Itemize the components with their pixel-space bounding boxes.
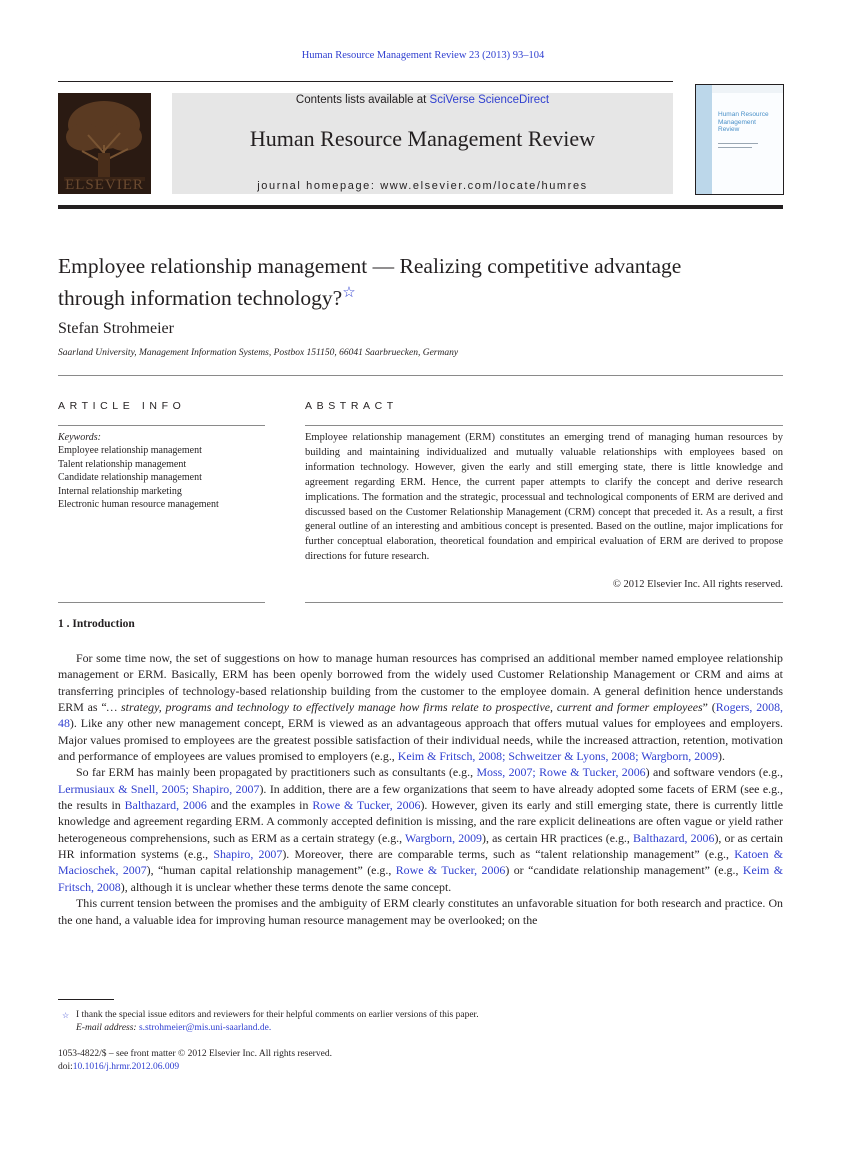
article-info-rule [58, 425, 265, 426]
text-run: ), “human capital relationship management” (e.g., [146, 863, 396, 878]
journal-cover-thumbnail [695, 84, 784, 195]
text-run: ). However, given its early and still emerging state, there is currently little knowledge and agreement regarding ERM. A commonly accepted definition is missing, and the rare explicit delineations are often vague or yield rather heterogeneous comprehensions, such as ERM as a certain strategy (e.g., [58, 798, 783, 845]
text-run: ). In addition, there are a few organizations that seem to have already adopted some facets of ERM (see e.g., the results in [58, 781, 783, 813]
abstract-text: Employee relationship management (ERM) constitutes an emerging trend of managing human resources by building and maintaining individualized and mutually valuable relationships with employees based on information technology. However, given the early and still emerging state, there is little knowledge and agreement regarding ERM. Hence, the current paper attempts to clarify the concept and derive research implications. The formation and the strategic, processual and technological components of ERM are derived and discussed based on the Customer Relationship Management (CRM) concept that preceded it. As a result, a first general outline of an interesting and ambitious concept is presented. Based on the outline, major implications for further conceptual elaboration, theoretical foundation and empirical evaluation of ERM are derived to propose directions for future research. [305, 432, 783, 563]
keyword-item: Talent relationship management [58, 458, 187, 470]
footnote-text: I thank the special issue editors and reviewers for their helpful comments on earlier versions of this paper. [76, 1010, 479, 1020]
front-matter [58, 1048, 332, 1074]
article-info-heading: ARTICLE INFO [58, 400, 186, 412]
abstract-heading: ABSTRACT [305, 400, 398, 412]
citation-link[interactable]: Keim & Fritsch, 2008 [58, 863, 783, 894]
text-run: ). [718, 749, 725, 764]
citation-link[interactable]: Rowe & Tucker, 2006 [395, 863, 506, 878]
citation-link[interactable]: Katoen & Macioschek, 2007 [58, 847, 784, 878]
text-run: ) and software vendors (e.g., [645, 765, 783, 780]
text-run: ) or “candidate relationship management” (e.g., [505, 863, 743, 878]
paragraph: This current tension between the promises and the ambiguity of ERM clearly constitutes an unfavorable situation for both research and practice. On the one hand, a valuable idea for improving human resource management may be overlooked; on the [58, 896, 783, 927]
doi-label: doi: [58, 1062, 73, 1072]
keyword-item: Internal relationship marketing [58, 485, 182, 497]
text-run: ), or as certain HR information systems (e.g., [58, 830, 784, 862]
elsevier-logo [58, 93, 151, 194]
text-run: and the examples in [206, 798, 313, 813]
citation-link[interactable]: Keim & Fritsch, 2008; Schweitzer & Lyons, 2008; Wargborn, 2009 [397, 749, 719, 764]
journal-reference[interactable]: Human Resource Management Review 23 (2013) 93–104 [301, 50, 545, 61]
paragraph [58, 764, 783, 895]
text-run: So far ERM has mainly been propagated by practitioners such as consultants (e.g., [76, 765, 477, 780]
contents-prefix: Contents lists available at [295, 94, 430, 106]
article-title [58, 253, 783, 312]
abstract-copyright: © 2012 Elsevier Inc. All rights reserved. [612, 579, 783, 590]
title-line-2 [58, 280, 783, 312]
footnote [58, 1009, 783, 1035]
text-run: For some time now, the set of suggestions on how to manage human resources has comprised an additional member named employee relationship management or ERM. Basically, ERM has been openly borrowed from the widely used Customer Relationship Management or CRM and aims at transferring principles of technology-based relationship building from the customer to the employee domain. A general definition hence understands ERM as “ [58, 651, 783, 715]
cover-text-lines [718, 143, 758, 144]
text-run: ). Moreover, there are comparable terms, such as “talent relationship management” (e.g., [282, 847, 735, 862]
author-affiliation: Saarland University, Management Information Systems, Postbox 151150, 66041 Saarbruecken, Germany [58, 348, 459, 358]
citation-link[interactable]: Shapiro, 2007 [213, 847, 283, 862]
homepage-prefix: journal homepage: [257, 180, 381, 192]
email-link[interactable]: s.strohmeier@mis.uni-saarland.de. [138, 1023, 272, 1033]
section-heading-introduction: 1 . Introduction [58, 618, 135, 630]
paragraph [58, 650, 783, 764]
doi-link[interactable]: 10.1016/j.hrmr.2012.06.009 [72, 1062, 180, 1072]
cover-top-strip [712, 85, 783, 93]
footnote-rule [58, 999, 114, 1000]
abstract-rule [305, 425, 783, 426]
citation-link[interactable]: Rowe & Tucker, 2006 [312, 798, 421, 813]
elsevier-wordmark: ELSEVIER [65, 177, 144, 193]
footnote-email [58, 1022, 783, 1035]
citation-link[interactable]: Rogers, 2008, 48 [58, 700, 783, 731]
citation-link[interactable]: Balthazard, 2006 [633, 830, 715, 845]
keyword-item: Employee relationship management [58, 445, 202, 457]
text-run: ), although it is unclear whether these terms denote the same concept. [120, 879, 452, 894]
email-label: E-mail address: [76, 1023, 137, 1033]
text-run: ” ( [702, 700, 716, 715]
title-line-2-text: through information technology? [58, 286, 343, 311]
citation-link[interactable]: Wargborn, 2009 [405, 830, 482, 845]
keywords-block [58, 431, 219, 511]
cover-title: Human Resource Management Review [718, 111, 769, 133]
text-run: ), as certain HR practices (e.g., [482, 830, 634, 845]
title-footnote-star-icon[interactable]: ☆ [342, 285, 356, 301]
cover-text-lines-2 [718, 147, 752, 148]
keyword-item: Electronic human resource management [58, 499, 219, 511]
author-name: Stefan Strohmeier [58, 320, 174, 337]
title-line-1: Employee relationship management — Realizing competitive advantage [58, 254, 682, 278]
doi-line [58, 1061, 332, 1074]
journal-title: Human Resource Management Review [249, 126, 596, 151]
keyword-item: Candidate relationship management [58, 472, 202, 484]
homepage-url[interactable]: www.elsevier.com/locate/humres [380, 180, 588, 192]
journal-homepage [172, 180, 673, 192]
text-run: ). Like any other new management concept, ERM is viewed as an advantageous approach that offers mutual values for employees and employers. Major values promised to employees are the greatest possible satisfaction of their individual needs, while the increased attraction, retention, motivation and performance of employees are values promised to employers (e.g., [58, 716, 783, 764]
abstract-bottom-rule [305, 602, 783, 603]
quoted-definition: … strategy, programs and technology to effectively manage how firms relate to prospective, current and former employees [106, 700, 703, 715]
citation-link[interactable]: Moss, 2007; Rowe & Tucker, 2006 [476, 765, 646, 780]
citation-link[interactable]: Lermusiaux & Snell, 2005; Shapiro, 2007 [58, 781, 260, 796]
keywords-label: Keywords: [58, 432, 101, 443]
article-info-bottom-rule [58, 602, 265, 603]
issn-line: 1053-4822/$ – see front matter © 2012 Elsevier Inc. All rights reserved. [58, 1049, 332, 1059]
introduction-body [58, 650, 783, 928]
sciencedirect-link[interactable]: SciVerse ScienceDirect [429, 94, 550, 106]
citation-link[interactable]: Balthazard, 2006 [124, 798, 207, 813]
footnote-star-icon: ☆ [62, 1011, 70, 1020]
contents-line [172, 94, 673, 106]
cover-spine-stripe [696, 85, 712, 194]
footnote-acknowledgement [58, 1009, 783, 1022]
header-top-rule [58, 81, 673, 82]
header-thick-rule [58, 205, 783, 209]
affiliation-rule [58, 375, 783, 376]
